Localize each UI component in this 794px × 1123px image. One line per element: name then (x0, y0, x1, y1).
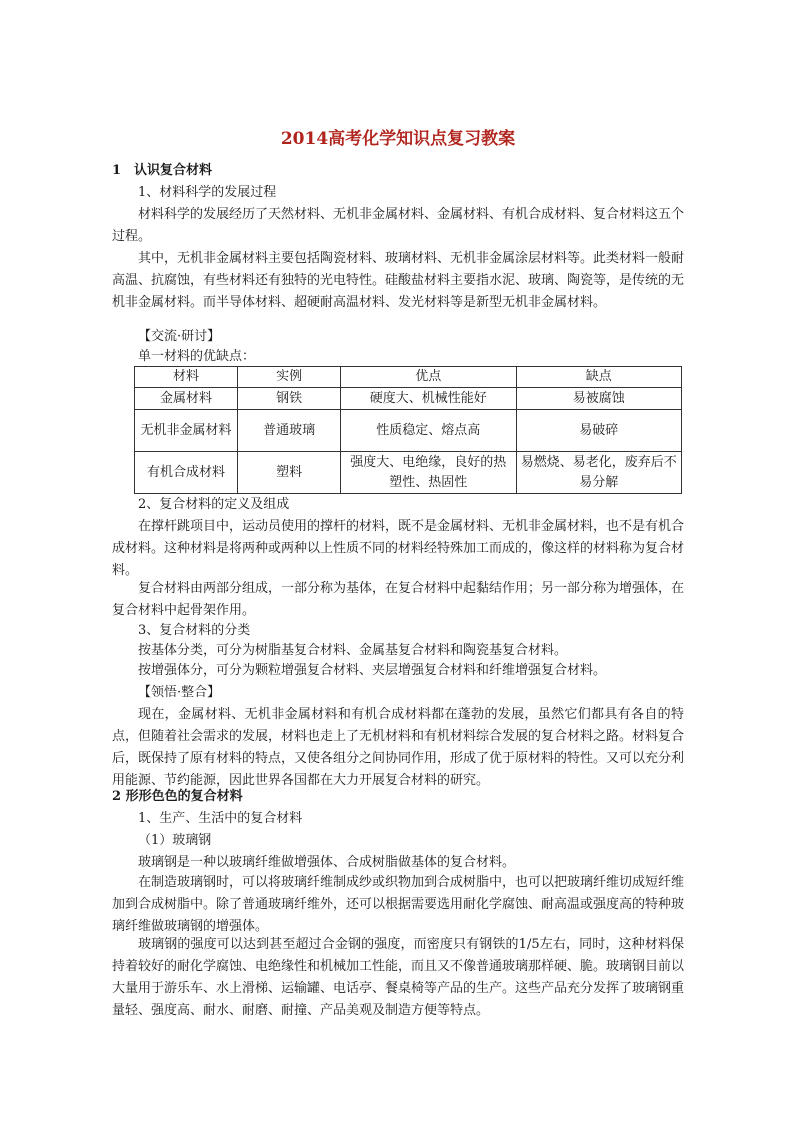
table-header: 材料 (135, 367, 238, 388)
table-row (135, 410, 682, 452)
paragraph-6: 按增强体分，可分为颗粒增强复合材料、夹层增强复合材料和纤维增强复合材料。 (138, 663, 607, 678)
section-2-heading: 2 形形色色的复合材料 (112, 789, 243, 804)
table-cell: 金属材料 (135, 388, 238, 410)
paragraph-10: 玻璃钢的强度可以达到甚至超过合金钢的强度，而密度只有钢铁的1/5左右，同时，这种材料保持着较好的耐化学腐蚀、电绝缘性和机械加工性能，而且又不像普通玻璃那样硬、脆。玻璃钢目前以大量用于游乐车、水上滑梯、运输罐、电话亭、餐桌椅等产品的生产。这些产品充分发挥了玻璃钢重量轻、强度高、耐水、耐磨、耐撞、产品美观及制造方便等特点。 (112, 937, 685, 1018)
paragraph-1: 材料科学的发展经历了天然材料、无机非金属材料、金属材料、有机合成材料、复合材料这五个过程。 (112, 207, 685, 244)
subheading-1-2: 2、复合材料的定义及组成 (138, 497, 290, 512)
insight-label: 【领悟·整合】 (138, 685, 221, 700)
table-cell: 钢铁 (238, 388, 341, 410)
paragraph-8: 玻璃钢是一种以玻璃纤维做增强体、合成树脂做基体的复合材料。 (138, 855, 516, 870)
subheading-2-1: 1、生产、生活中的复合材料 (138, 811, 303, 826)
table-header: 实例 (238, 367, 341, 388)
table-cell: 硬度大、机械性能好 (341, 388, 516, 410)
subheading-1-3: 3、复合材料的分类 (138, 623, 251, 638)
subheading-1-1: 1、材料科学的发展过程 (138, 185, 277, 200)
paragraph-2: 其中，无机非金属材料主要包括陶瓷材料、玻璃材料、无机非金属涂层材料等。此类材料一般耐高温、抗腐蚀，有些材料还有独特的光电特性。硅酸盐材料主要指水泥、玻璃、陶瓷等，是传统的无机非金属材料。而半导体材料、超硬耐高温材料、发光材料等是新型无机非金属材料。 (112, 251, 685, 310)
table-cell: 有机合成材料 (135, 452, 238, 494)
table-cell: 无机非金属材料 (135, 410, 238, 452)
table-header: 优点 (341, 367, 516, 388)
paragraph-4: 复合材料由两部分组成，一部分称为基体，在复合材料中起黏结作用；另一部分称为增强体，在复合材料中起骨架作用。 (112, 581, 685, 618)
table-row (135, 388, 682, 410)
table-cell: 性质稳定、熔点高 (341, 410, 516, 452)
section-1-heading (112, 160, 684, 182)
materials-table (134, 366, 682, 494)
exchange-label: 【交流·研讨】 (138, 329, 221, 344)
section-1-number: 1 (112, 163, 122, 178)
table-cell: 强度大、电绝缘，良好的热塑性、热固性 (341, 452, 516, 494)
paragraph-5: 按基体分类，可分为树脂基复合材料、金属基复合材料和陶瓷基复合材料。 (138, 643, 568, 658)
table-cell: 易破碎 (516, 410, 682, 452)
section-1-title: 认识复合材料 (134, 163, 213, 178)
paragraph-9: 在制造玻璃钢时，可以将玻璃纤维制成纱或织物加到合成树脂中，也可以把玻璃纤维切成短纤维加到合成树脂中。除了普通玻璃纤维外，还可以根据需要选用耐化学腐蚀、耐高温或强度高的特种玻璃纤维做玻璃钢的增强体。 (112, 875, 685, 934)
table-header-row (135, 367, 682, 388)
table-cell: 易被腐蚀 (516, 388, 682, 410)
document-title: 2014高考化学知识点复习教案 (280, 129, 516, 149)
table-cell: 塑料 (238, 452, 341, 494)
subheading-2-1-1: （1）玻璃钢 (138, 833, 212, 848)
table-row (135, 452, 682, 494)
paragraph-7: 现在，金属材料、无机非金属材料和有机合成材料都在蓬勃的发展，虽然它们都具有各自的特点，但随着社会需求的发展，材料也走上了无机材料和有机材料综合发展的复合材料之路。材料复合后，既保持了原有材料的特点，又使各组分之间协同作用，形成了优于原材料的特性。又可以充分利用能源、节约能源，因此世界各国都在大力开展复合材料的研究。 (112, 707, 685, 788)
table-caption: 单一材料的优缺点： (138, 349, 256, 364)
table-header: 缺点 (516, 367, 682, 388)
table-cell: 易燃烧、易老化，废弃后不易分解 (516, 452, 682, 494)
table-cell: 普通玻璃 (238, 410, 341, 452)
paragraph-3: 在撑杆跳项目中，运动员使用的撑杆的材料，既不是金属材料、无机非金属材料，也不是有机合成材料。这种材料是将两种或两种以上性质不同的材料经特殊加工而成的，像这样的材料称为复合材料。 (112, 519, 685, 578)
